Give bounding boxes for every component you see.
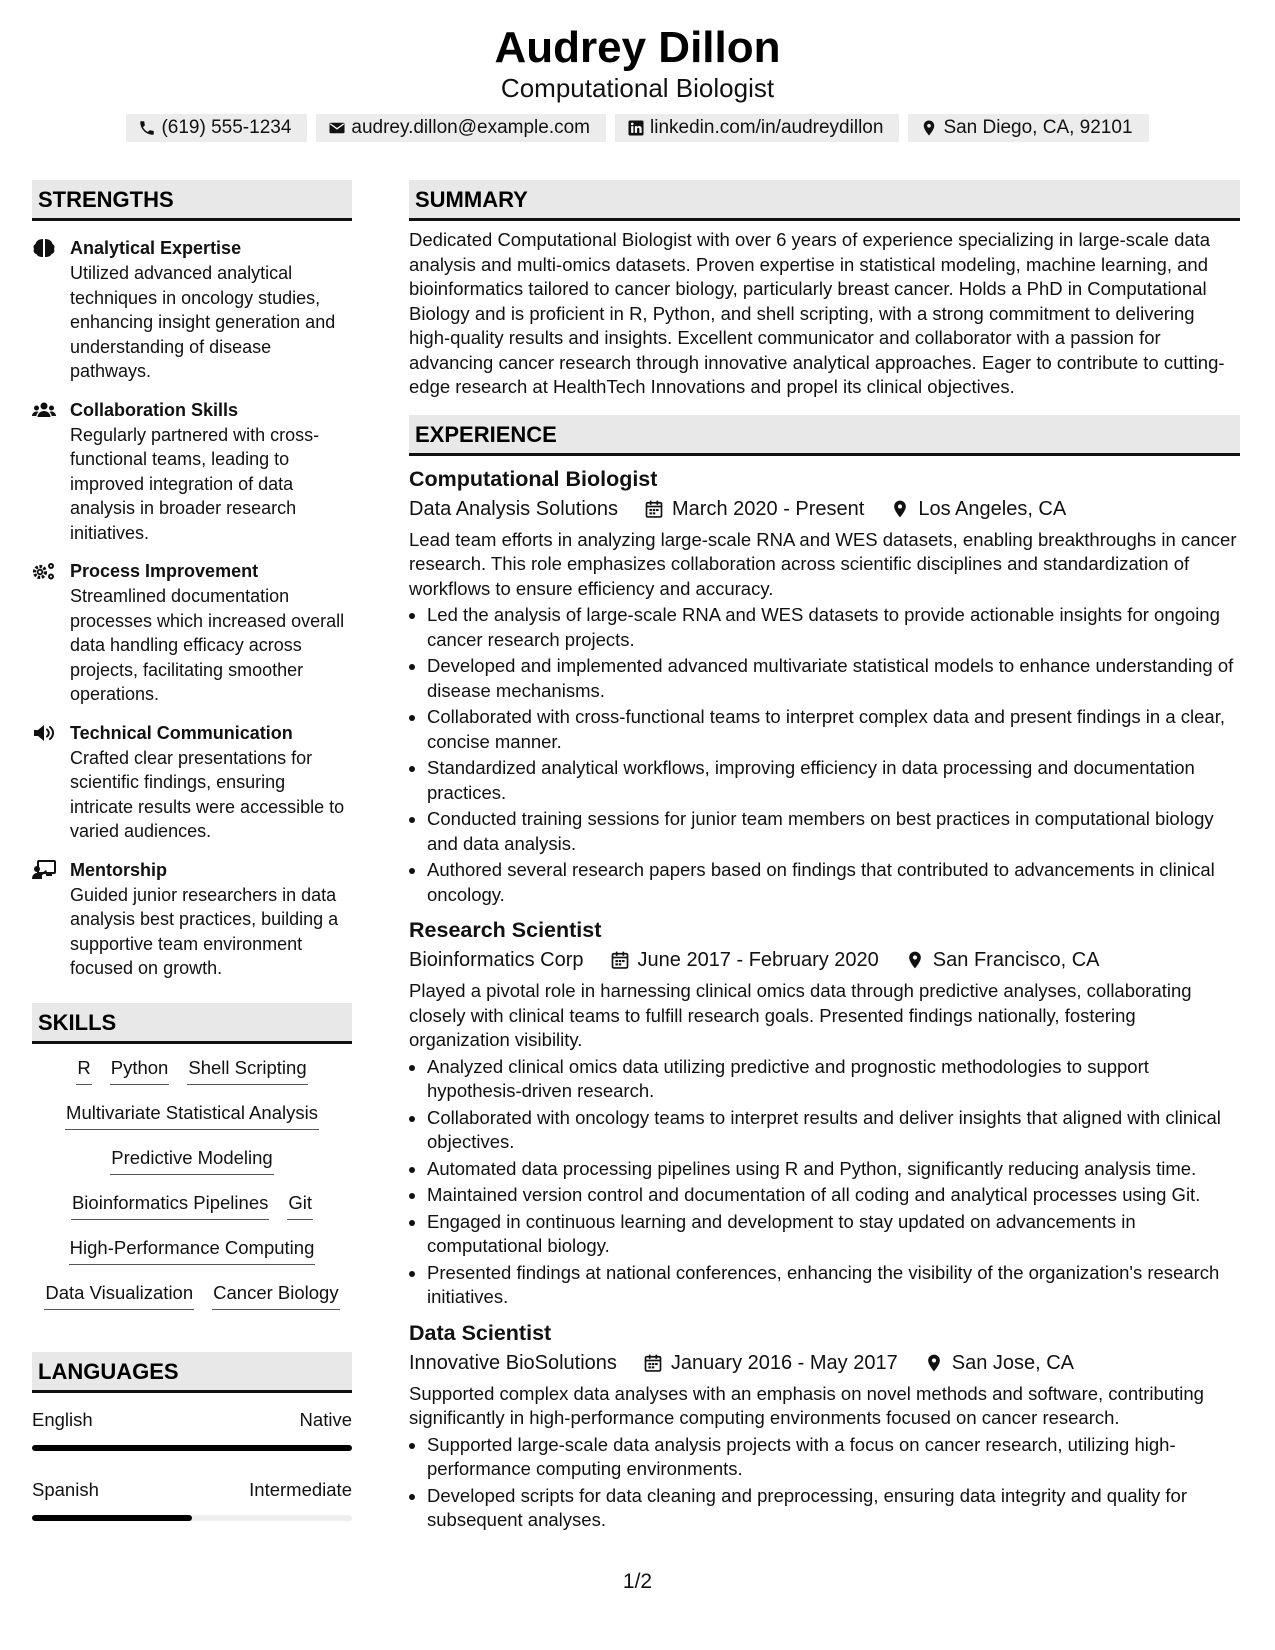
job-bullet: • Supported large-scale data analysis projects with a focus on cancer research, utilizing high-performance computing environments. xyxy=(427,1433,1240,1482)
strengths-heading: STRENGTHS xyxy=(32,180,352,221)
candidate-title: Computational Biologist xyxy=(500,73,775,103)
experience-heading: EXPERIENCE xyxy=(409,415,1240,456)
map-pin-icon xyxy=(924,1353,944,1373)
skill-row xyxy=(32,1279,352,1324)
map-pin-icon xyxy=(890,499,910,519)
job-bullet: • Collaborated with oncology teams to interpret results and deliver insights that aligned with clinical objectives. xyxy=(427,1106,1240,1155)
job-bullet: • Developed and implemented advanced multivariate statistical models to enhance understanding of disease mechanisms. xyxy=(427,654,1240,703)
skill-tag: Git xyxy=(287,1189,313,1220)
strength-desc: Crafted clear presentations for scientific findings, ensuring intricate results were accessible to varied audiences. xyxy=(70,747,345,841)
skill-tag: Multivariate Statistical Analysis xyxy=(65,1099,319,1130)
candidate-name: Audrey Dillon xyxy=(494,23,781,72)
job-bullets xyxy=(409,1055,1240,1310)
teacher-icon xyxy=(32,860,56,880)
map-pin-icon xyxy=(905,950,925,970)
job-bullet: • Engaged in continuous learning and development to stay updated on advancements in computational biology. xyxy=(427,1210,1240,1259)
language-bar-fill xyxy=(32,1445,352,1451)
job-bullet: • Authored several research papers based on findings that contributed to advancements in clinical oncology. xyxy=(427,858,1240,907)
strength-title: Process Improvement xyxy=(70,561,259,581)
job-entry xyxy=(409,1318,1240,1533)
speaker-icon xyxy=(32,723,56,743)
skills-list xyxy=(32,1044,352,1324)
language-name: English xyxy=(32,1408,93,1430)
contact-bar xyxy=(0,114,1275,142)
strength-desc: Streamlined documentation processes which increased overall data handling efficacy across projects, facilitating smoother operations. xyxy=(70,586,345,704)
calendar-icon xyxy=(643,1353,663,1373)
job-entry xyxy=(409,915,1240,1310)
brain-icon xyxy=(32,238,56,258)
skill-tag: Python xyxy=(110,1054,170,1085)
strength-title: Collaboration Skills xyxy=(70,399,239,420)
strength-title: Mentorship xyxy=(70,859,167,880)
strength-item xyxy=(32,558,352,707)
job-title: Computational Biologist xyxy=(409,466,658,491)
summary-heading: SUMMARY xyxy=(409,180,1240,221)
job-title: Data Scientist xyxy=(409,1320,552,1345)
job-bullets xyxy=(409,1433,1240,1533)
skill-tag: R xyxy=(76,1054,91,1085)
summary-text: Dedicated Computational Biologist with over 6 years of experience specializing in large-scale data analysis and multi-omics datasets. Proven expertise in statistical modeling, machine learning, and bioinformatics tailored to cancer biology, particularly breast cancer. Holds a PhD in Computational Biology and is proficient in R, Python, and shell scripting, with a strong commitment to delivering high-quality results and insights. Excellent communicator and collaborator with a passion for advancing cancer research through innovative analytical approaches. Eager to contribute to cutting-edge research at HealthTech Innovations and propel its clinical objectives. xyxy=(409,229,1225,397)
email-text: audrey.dillon@example.com xyxy=(351,117,591,138)
linkedin-text: linkedin.com/in/audreydillon xyxy=(650,117,884,138)
job-meta xyxy=(409,1348,1240,1378)
job-dates: January 2016 - May 2017 xyxy=(670,1351,898,1374)
language-level: Intermediate xyxy=(249,1478,352,1500)
skill-tag: Predictive Modeling xyxy=(110,1144,273,1175)
contact-phone xyxy=(126,114,307,142)
job-bullet: • Presented findings at national conferences, enhancing the visibility of the organization's research initiatives. xyxy=(427,1261,1240,1310)
job-bullet: • Conducted training sessions for junior team members on best practices in computational biology and data analysis. xyxy=(427,807,1240,856)
skill-row xyxy=(32,1144,352,1189)
job-meta xyxy=(409,494,1240,524)
strength-item xyxy=(32,235,352,384)
left-column xyxy=(32,180,352,1533)
phone-icon xyxy=(138,119,156,137)
envelope-icon xyxy=(328,119,346,137)
strength-title: Technical Communication xyxy=(70,722,293,743)
language-item xyxy=(32,1393,352,1463)
skills-heading: SKILLS xyxy=(32,1003,352,1044)
job-bullet: • Standardized analytical workflows, improving efficiency in data processing and documentation practices. xyxy=(427,756,1240,805)
calendar-icon xyxy=(610,950,630,970)
skill-tag: Bioinformatics Pipelines xyxy=(71,1189,269,1220)
job-location: Los Angeles, CA xyxy=(918,497,1067,520)
gears-icon xyxy=(32,561,56,581)
strength-desc: Utilized advanced analytical techniques in oncology studies, enhancing insight generation and understanding of disease pathways. xyxy=(70,263,336,381)
skill-row xyxy=(32,1234,352,1279)
contact-email[interactable] xyxy=(316,114,606,142)
job-description: Played a pivotal role in harnessing clinical omics data through predictive analyses, collaborating closely with clinical teams to fulfill research goals. Presented findings nationally, fostering organization visibility. xyxy=(409,980,1192,1050)
contact-linkedin[interactable] xyxy=(615,114,899,142)
job-location: San Francisco, CA xyxy=(932,949,1100,971)
calendar-icon xyxy=(644,499,664,519)
language-bar xyxy=(32,1515,352,1521)
job-bullet: • Analyzed clinical omics data utilizing predictive and prognostic methodologies to support hypothesis-driven research. xyxy=(427,1055,1240,1104)
page-number: 1/2 xyxy=(622,1570,653,1593)
skill-tag: High-Performance Computing xyxy=(69,1234,316,1265)
job-bullet: • Automated data processing pipelines using R and Python, significantly reducing analysis time. xyxy=(427,1157,1240,1182)
skill-tag: Shell Scripting xyxy=(187,1054,307,1085)
languages-heading: LANGUAGES xyxy=(32,1352,352,1393)
strength-item xyxy=(32,397,352,546)
phone-text: (619) 555-1234 xyxy=(161,117,292,138)
job-bullet: • Developed scripts for data cleaning and preprocessing, ensuring data integrity and quality for subsequent analyses. xyxy=(427,1484,1240,1533)
strength-title: Analytical Expertise xyxy=(70,238,242,258)
skill-row xyxy=(32,1189,352,1234)
job-description: Supported complex data analyses with an emphasis on novel methods and software, contributing significantly in high-performance computing environments focused on cancer research. xyxy=(409,1382,1204,1428)
job-description: Lead team efforts in analyzing large-scale RNA and WES datasets, enabling breakthroughs in cancer research. This role emphasizes collaboration across scientific disciplines and standardization of workflows to ensure efficiency and accuracy. xyxy=(409,528,1237,599)
strength-item xyxy=(32,720,352,844)
job-entry xyxy=(409,464,1240,908)
users-icon xyxy=(32,400,56,420)
right-column xyxy=(409,180,1240,1535)
skill-row xyxy=(32,1054,352,1099)
resume-header xyxy=(0,22,1275,142)
job-bullet: • Collaborated with cross-functional teams to interpret complex data and present findings in a clear, concise manner. xyxy=(427,705,1240,754)
job-meta xyxy=(409,945,1240,975)
map-pin-icon xyxy=(920,119,938,137)
job-company: Innovative BioSolutions xyxy=(409,1351,617,1374)
skill-row xyxy=(32,1099,352,1144)
skill-tag: Cancer Biology xyxy=(212,1279,339,1310)
job-title: Research Scientist xyxy=(409,918,602,942)
linkedin-icon xyxy=(627,119,645,137)
job-bullet: • Led the analysis of large-scale RNA and WES datasets to provide actionable insights for ongoing cancer research projects. xyxy=(427,603,1240,652)
location-text: San Diego, CA, 92101 xyxy=(943,117,1133,138)
job-company: Data Analysis Solutions xyxy=(409,497,619,520)
skill-tag: Data Visualization xyxy=(44,1279,194,1310)
strength-desc: Guided junior researchers in data analysis best practices, building a supportive team environment focused on growth. xyxy=(70,884,339,978)
language-bar-fill xyxy=(32,1515,192,1521)
strength-desc: Regularly partnered with cross-functional teams, leading to improved integration of data analysis in broader research initiatives. xyxy=(70,424,320,543)
job-location: San Jose, CA xyxy=(951,1351,1075,1374)
contact-location xyxy=(908,114,1148,142)
job-dates: June 2017 - February 2020 xyxy=(637,949,879,971)
language-name: Spanish xyxy=(32,1478,99,1500)
job-dates: March 2020 - Present xyxy=(672,497,865,520)
job-company: Bioinformatics Corp xyxy=(409,949,584,971)
strength-item xyxy=(32,857,352,981)
language-bar xyxy=(32,1445,352,1451)
language-level: Native xyxy=(299,1408,352,1430)
language-item xyxy=(32,1463,352,1533)
job-bullets xyxy=(409,603,1240,907)
job-bullet: • Maintained version control and documentation of all coding and analytical processes using Git. xyxy=(427,1183,1240,1208)
